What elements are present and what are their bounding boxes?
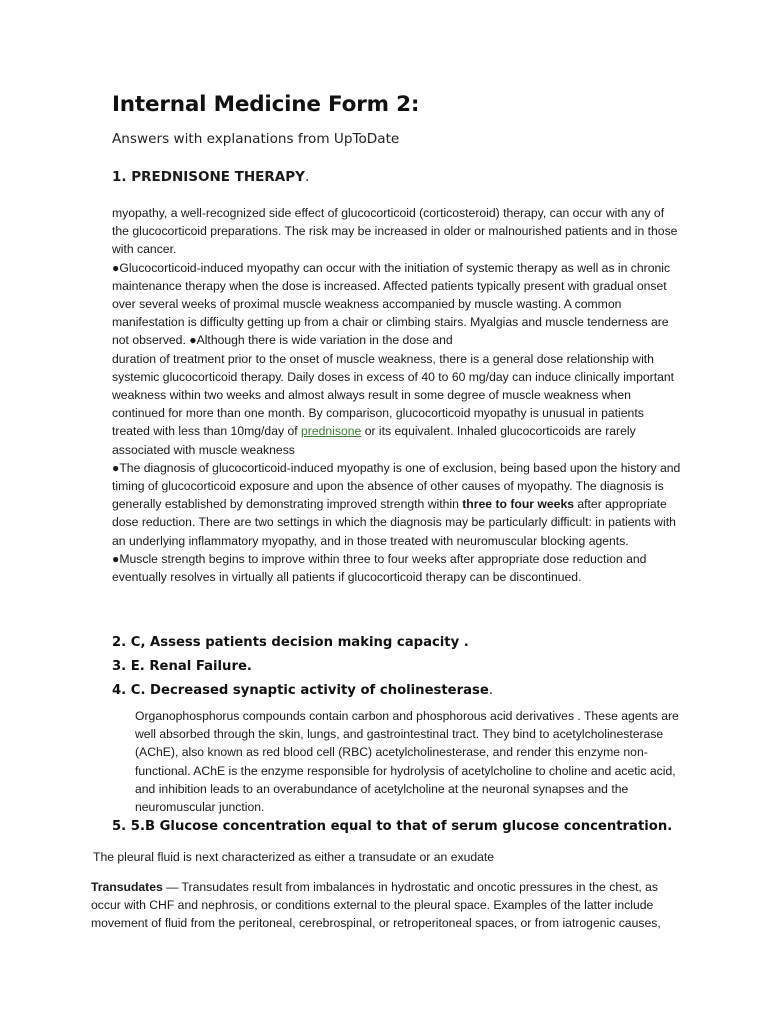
paragraph-text: or its equivalent. Inhaled glucocorticoids are rarely associated with muscle weakness [112,424,636,457]
paragraph-text: after appropriate dose reduction. There are two settings in which the diagnosis may be particularly difficult: in patients with an underlying inflammatory myopathy, and in those treated with neuromuscular blocking agents. [112,497,676,548]
emphasis-text: three to four weeks [462,497,574,512]
pleural-intro: The pleural fluid is next characterized as either a transudate or an exudate [93,850,495,864]
answer-3: 3. E. Renal Failure. [112,659,252,674]
prednisone-link[interactable]: prednisone [301,424,362,439]
section-1-heading-tail: . [304,169,310,185]
page-subtitle: Answers with explanations from UpToDate [112,131,400,147]
paragraph-text: ●The diagnosis of glucocorticoid-induced myopathy is one of exclusion, being based upon the history and timing of glucocorticoid exposure and upon the absence of other causes of myopathy. The diagnosis is generally established by demonstrating improved strength within [112,460,681,512]
answer-2: 2. C, Assess patients decision making capacity . [112,635,469,650]
paragraph: ●Glucocorticoid-induced myopathy can occur with the initiation of systemic therapy as well as in chronic maintenance therapy when the dose is increased. Affected patients typically present with gradual onset over several weeks of proximal muscle weakness accompanied by muscle wasting. A common manifestation is difficulty getting up from a chair or climbing stairs. Myalgias and muscle tenderness are not observed. ●Although there is wide variation in the dose and [112,260,671,348]
answer-4-explanation [135,707,680,816]
transudates-paragraph [91,878,691,933]
section-1-body [112,204,682,586]
paragraph-text: — Transudates result from imbalances in hydrostatic and oncotic pressures in the chest, as occur with CHF and nephrosis, or conditions external to the pleural space. Examples of the latter include movement of fluid from the peritoneal, cerebrospinal, or retroperitoneal spaces, or from iatrogenic causes, [91,880,661,931]
section-1-heading [112,169,309,185]
page-title: Internal Medicine Form 2: [112,92,420,117]
paragraph: Organophosphorus compounds contain carbon and phosphorous acid derivatives . These agents are well absorbed through the skin, lungs, and gastrointestinal tract. They bind to acetylcholinesterase (AChE), also known as red blood cell (RBC) acetylcholinesterase, and render this enzyme non-functional. AChE is the enzyme responsible for hydrolysis of acetylcholine to choline and acetic acid, and inhibition leads to an overabundance of acetylcholine at the neuronal synapses and the neuromuscular junction. [135,709,679,815]
section-1-heading-text: 1. PREDNISONE THERAPY [112,169,305,185]
paragraph [91,878,691,933]
answer-4-tail: . [488,683,494,698]
paragraph: ●Muscle strength begins to improve within three to four weeks after appropriate dose reduction and eventually resolves in virtually all patients if glucocorticoid therapy can be discontinued. [112,551,647,585]
answer-4-text: 4. C. Decreased synaptic activity of cholinesterase [112,683,489,698]
paragraph-text: duration of treatment prior to the onset of muscle weakness, there is a general dose relationship with systemic glucocorticoid therapy. Daily doses in excess of 40 to 60 mg/day can induce clinically important weakness within two weeks and almost always result in some degree of muscle weakness when continued for more than one month. By comparison, glucocorticoid myopathy is unusual in patients treated with less than 10mg/day of [112,351,675,439]
paragraph [112,459,682,550]
transudates-label: Transudates [91,880,163,894]
answer-5: 5. 5.B Glucose concentration equal to that of serum glucose concentration. [112,819,673,834]
paragraph: myopathy, a well-recognized side effect of glucocorticoid (corticosteroid) therapy, can occur with any of the glucocorticoid preparations. The risk may be increased in older or malnourished patients and in those with cancer. [112,206,678,257]
answer-4 [112,683,493,698]
paragraph [112,350,682,459]
